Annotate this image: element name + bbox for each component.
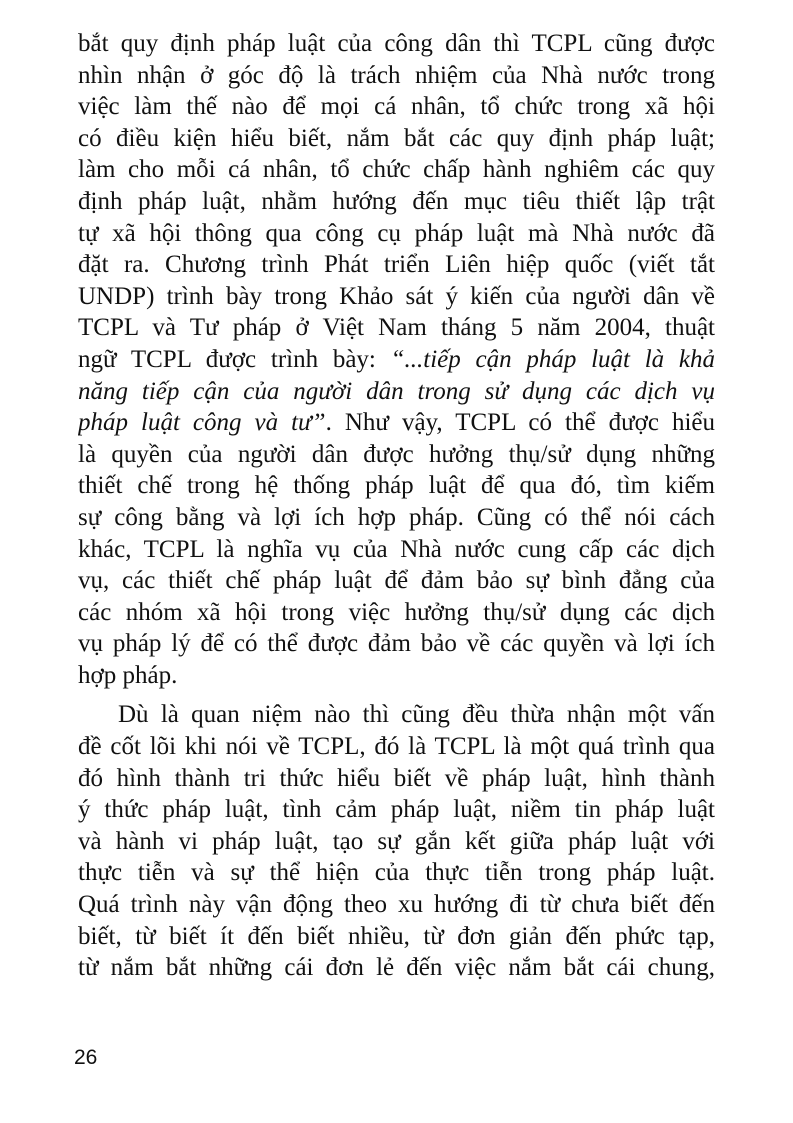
text-segment: từ nắm bắt những cái đơn lẻ đến việc nắm bắt cái chung, [78, 954, 715, 982]
page-body [78, 28, 715, 984]
text-segment: các nhóm xã hội trong việc hưởng thụ/sử dụng các dịch [78, 598, 715, 626]
text-line [78, 660, 715, 692]
text-line [78, 186, 715, 218]
text-segment: bắt quy định pháp luật của công dân thì TCPL cũng được [78, 30, 715, 57]
text-segment: việc làm thế nào để mọi cá nhân, tổ chức trong xã hội [78, 93, 715, 121]
text-line [78, 60, 715, 92]
text-line [78, 699, 715, 731]
quoted-text: năng tiếp cận của người dân trong sử dụng các dịch vụ [78, 377, 715, 405]
text-segment: thực tiễn và sự thể hiện của thực tiễn trong pháp luật. [78, 859, 715, 887]
text-segment: Dù là quan niệm nào thì cũng đều thừa nhận một vấn [118, 701, 715, 729]
text-line [78, 281, 715, 313]
text-line [78, 565, 715, 597]
text-line [78, 344, 715, 376]
text-line [78, 731, 715, 763]
text-segment: . Như vậy, TCPL có thể được hiểu [325, 409, 715, 437]
text-segment: đề cốt lõi khi nói về TCPL, đó là TCPL là một quá trình qua [78, 733, 715, 761]
text-line [78, 794, 715, 826]
text-line [78, 439, 715, 471]
text-line [78, 407, 715, 439]
text-line [78, 28, 715, 60]
text-line [78, 857, 715, 889]
quoted-text: “...tiếp cận pháp luật là khả [390, 345, 715, 373]
text-segment: TCPL và Tư pháp ở Việt Nam tháng 5 năm 2004, thuật [78, 314, 715, 342]
paragraph [78, 699, 715, 983]
page-number: 26 [74, 1046, 98, 1069]
paragraph [78, 28, 715, 691]
text-line [78, 597, 715, 629]
text-line [78, 763, 715, 795]
text-segment: định pháp luật, nhằm hướng đến mục tiêu thiết lập trật [78, 187, 715, 215]
text-segment: UNDP) trình bày trong Khảo sát ý kiến của người dân về [78, 282, 715, 310]
text-segment: ngữ TCPL được trình bày: [78, 345, 391, 373]
text-line [78, 889, 715, 921]
text-segment: tự xã hội thông qua công cụ pháp luật mà Nhà nước đã [78, 219, 715, 247]
text-line [78, 921, 715, 953]
text-line [78, 123, 715, 155]
text-line [78, 502, 715, 534]
text-segment: khác, TCPL là nghĩa vụ của Nhà nước cung cấp các dịch [78, 535, 715, 563]
text-line [78, 826, 715, 858]
text-line [78, 952, 715, 984]
text-segment: đó hình thành tri thức hiểu biết về pháp luật, hình thành [78, 764, 715, 792]
text-line [78, 154, 715, 186]
text-segment: vụ, các thiết chế pháp luật để đảm bảo sự bình đẳng của [78, 567, 715, 595]
text-line [78, 534, 715, 566]
text-segment: là quyền của người dân được hưởng thụ/sử dụng những [78, 440, 715, 468]
text-segment: ý thức pháp luật, tình cảm pháp luật, niềm tin pháp luật [78, 796, 715, 824]
text-line [78, 249, 715, 281]
text-segment: thiết chế trong hệ thống pháp luật để qua đó, tìm kiếm [78, 472, 715, 500]
text-segment: sự công bằng và lợi ích hợp pháp. Cũng có thể nói cách [78, 503, 715, 531]
text-line [78, 91, 715, 123]
text-segment: biết, từ biết ít đến biết nhiều, từ đơn giản đến phức tạp, [78, 922, 715, 950]
text-segment: vụ pháp lý để có thể được đảm bảo về các quyền và lợi ích [78, 630, 715, 658]
text-segment: nhìn nhận ở góc độ là trách nhiệm của Nhà nước trong [78, 61, 715, 89]
text-line [78, 628, 715, 660]
text-line [78, 312, 715, 344]
text-line [78, 218, 715, 250]
text-segment: Quá trình này vận động theo xu hướng đi từ chưa biết đến [78, 891, 715, 919]
text-segment: có điều kiện hiểu biết, nắm bắt các quy định pháp luật; [78, 124, 715, 152]
text-line [78, 470, 715, 502]
quoted-text: pháp luật công và tư” [78, 409, 326, 437]
text-line [78, 376, 715, 408]
text-segment: đặt ra. Chương trình Phát triển Liên hiệp quốc (viết tắt [78, 251, 715, 279]
text-segment: và hành vi pháp luật, tạo sự gắn kết giữa pháp luật với [78, 827, 715, 855]
text-segment: hợp pháp. [78, 661, 178, 689]
text-segment: làm cho mỗi cá nhân, tổ chức chấp hành nghiêm các quy [78, 156, 715, 184]
